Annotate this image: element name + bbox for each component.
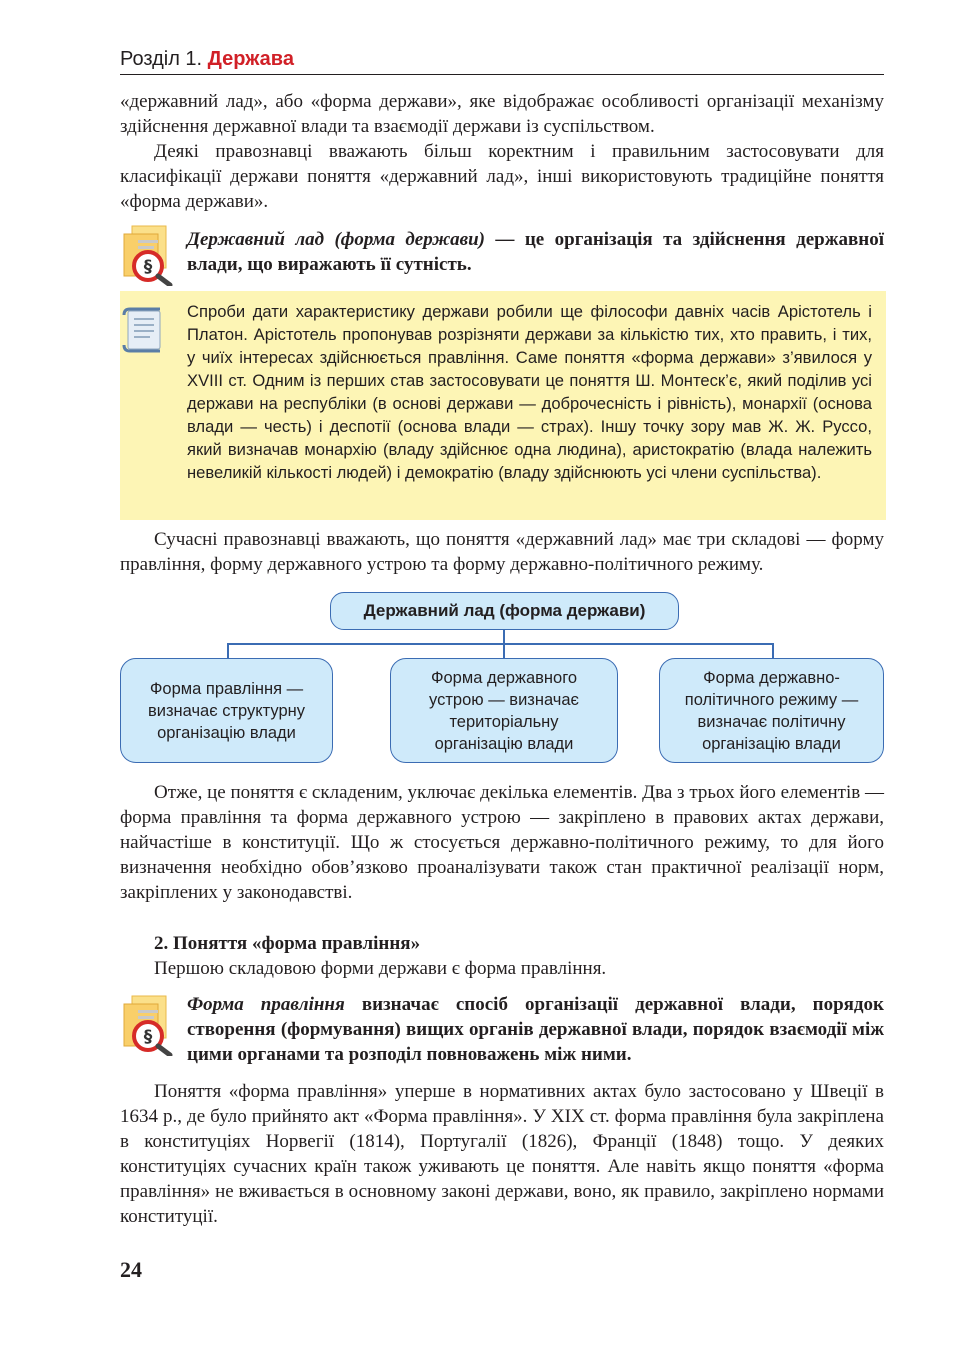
paragraph-intro: «державний лад», або «форма держави», яке відображає особливості організації механізму здійснення державної влади та взаємодії держави із суспільством. [120,91,884,137]
svg-text:§: § [143,257,153,277]
diagram-connector [503,630,505,644]
definition-state-system [187,227,884,277]
law-paragraph-magnifier-icon [118,224,176,286]
paragraph-history: Поняття «форма правління» уперше в нормативних актах було застосовано у Швеції в 1634 р., де було прийнято акт «Форма правління». У XIX ст. форма правління була закріплена в конституціях Норвегії (1814), Португалії (1826), Франції (1848) тощо. У деяких конституціях сучасних країн також уживають це поняття. Але навіть якщо поняття «форма правління» не вживається в основному законі держави, воно, як правило, закріплено нормами конституції. [120,1081,884,1227]
definition-term: Форма правління [187,994,345,1015]
diagram-connector [503,643,505,659]
subheading-form-of-government: 2. Поняття «форма правління» [154,933,421,954]
scroll-document-icon [120,305,166,353]
diagram-connector [772,643,774,659]
historical-note-box [120,291,886,520]
diagram-root-box: Державний лад (форма держави) [330,592,679,630]
paragraph-elements: Отже, це поняття є складеним, уключає декілька елементів. Два з трьох його елементів — форма правління та форма державного устрою — закріплено в правових актах держави, найчастіше в конституції. Що ж стосується державно-політичного режиму, то для його визначення необхідно обов’язково проаналізувати також стан практичної реалізації норм, закріплених у законодавстві. [120,782,884,903]
definition-form-of-government [187,992,884,1067]
diagram-box-political-regime: Форма державно-політичного режиму — визначає політичну організацію влади [659,658,884,763]
diagram-connector [227,643,229,659]
svg-text:§: § [143,1027,153,1047]
paragraph-classification: Деякі правознавці вважають більш коректним і правильним застосовувати для класифікації держави поняття «державний лад», інші використовують традиційне поняття «форма держави». [120,141,884,212]
page-header [120,46,884,75]
diagram-connector [227,643,773,645]
definition-text: — це організація та здійснення державної влади, що виражають її сутність. [187,229,885,275]
paragraph-components: Сучасні правознавці вважають, що поняття «державний лад» має три складові — форму правління, форму державного устрою та форму державно-політичного режиму. [120,529,884,575]
diagram-box-territorial-form: Форма державного устрою — визначає територіальну організацію влади [390,658,618,763]
note-text: Спроби дати характеристику держави робили ще філософи давніх часів Арістотель і Платон. Арістотель пропонував розрізняти держави за кількістю тих, хто править, і тих, у чиїх інтересах здійснюється правління. Саме поняття «форма держави» з’явилося у XVIII ст. Одним із перших став застосовувати це поняття Ш. Монтеск’є, який поділив усі держави на республіки (в основі держави — доброчесність і рівність), монархії (основа влади — честь) і деспотії (основа влади — страх). Іншу точку зору мав Ж. Ж. Руссо, який визначав монархію (владу здійснює одна людина), аристократію (влада належить невеликій кількості людей) і демократію (владу здійснюють усі члени суспільства). [187,302,872,482]
definition-text: визначає спосіб організації державної влади, порядок створення (формування) вищих органів державної влади, порядок взаємодії між цими органами та розподіл повноважень між ними. [187,994,884,1065]
paragraph-first-component: Першою складовою форми держави є форма правління. [154,958,607,979]
law-paragraph-magnifier-icon [118,994,176,1056]
section-label: Розділ 1. [120,48,203,70]
page-number: 24 [120,1257,142,1282]
chapter-title: Держава [207,48,294,70]
definition-term: Державний лад (форма держави) [187,229,485,250]
diagram-box-government-form: Форма правління — визначає структурну організацію влади [120,658,333,763]
